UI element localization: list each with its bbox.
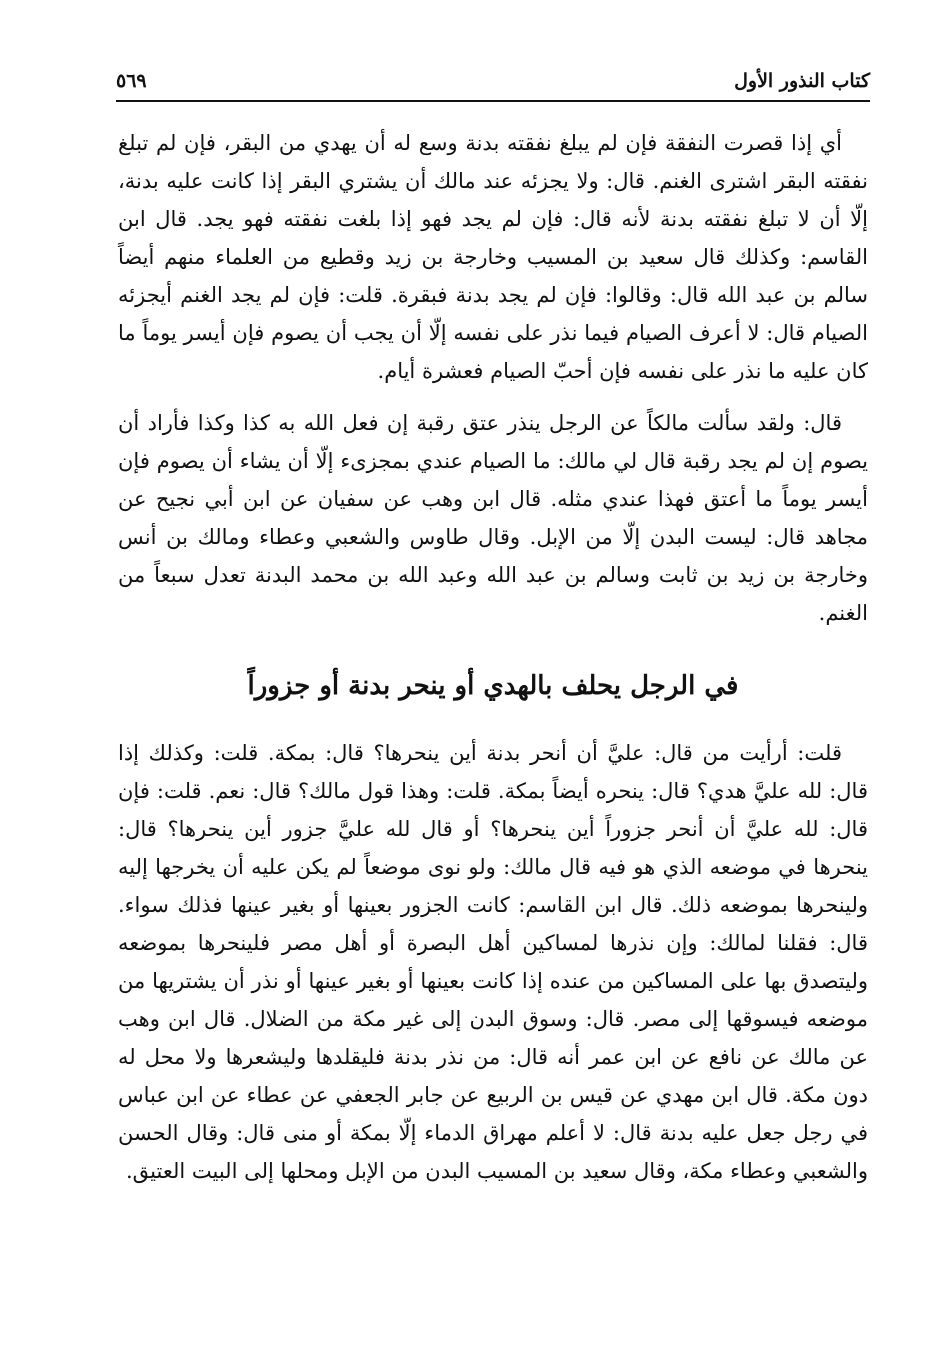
running-title: كتاب النذور الأول xyxy=(734,70,870,92)
section-heading: في الرجل يحلف بالهدي أو ينحر بدنة أو جزوراً xyxy=(247,671,739,701)
paragraph: قلت: أرأيت من قال: عليَّ أن أنحر بدنة أين ينحرها؟ قال: بمكة. قلت: وكذلك إذا قال: لله عليَّ هدي؟ قال: ينحره أيضاً بمكة. قلت: وهذا قول مالك؟ قال: نعم. قلت: فإن قال: لله عليَّ أن أنحر جزوراً أين ينحرها؟ أو قال لله عليَّ جزور أين ينحرها؟ قال: ينحرها في موضعه الذي هو فيه قال مالك: ولو نوى موضعاً لم يكن عليه أن يخرجها إليه ولينحرها بموضعه ذلك. قال ابن القاسم: كانت الجزور بعينها أو بغير عينها فذلك سواء. قال: فقلنا لمالك: وإن نذرها لمساكين أهل البصرة أو أهل مصر فلينحرها بموضعه وليتصدق بها على المساكين من عنده إذا كانت بعينها أو بغير عينها أو نذر أن يشتريها من موضعه فيسوقها إلى مصر. قال: وسوق البدن إلى غير مكة من الضلال. قال ابن وهب عن مالك عن نافع عن ابن عمر أنه قال: من نذر بدنة فليقلدها وليشعرها ولا محل له دون مكة. قال ابن مهدي عن قيس بن الربيع عن جابر الجعفي عن عطاء عن ابن عباس في رجل جعل عليه بدنة قال: لا أعلم مهراق الدماء إلّا بمكة أو منى قال: وقال الحسن والشعبي وعطاء مكة، وقال سعيد بن المسيب البدن من الإبل ومحلها إلى البيت العتيق. xyxy=(118,741,868,1183)
paragraph: أي إذا قصرت النفقة فإن لم يبلغ نفقته بدنة وسع له أن يهدي من البقر، فإن لم تبلغ نفقته البقر اشترى الغنم. قال: ولا يجزئه عند مالك أن يشتري البقر إذا كانت عليه بدنة، إلّا أن لا تبلغ نفقته بدنة لأنه قال: فإن لم يجد فهو إذا بلغت نفقته فهو يجد. قال ابن القاسم: وكذلك قال سعيد بن المسيب وخارجة بن زيد وقطيع من العلماء منهم أيضاً سالم بن عبد الله قال: وقالوا: فإن لم يجد بدنة فبقرة. قلت: فإن لم يجد الغنم أيجزئه الصيام قال: لا أعرف الصيام فيما نذر على نفسه إلّا أن يجب أن يصوم فإن أيسر يوماً ما كان عليه ما نذر على نفسه فإن أحبّ الصيام فعشرة أيام. xyxy=(118,131,868,383)
page-body xyxy=(118,124,868,1204)
header-divider xyxy=(116,100,870,102)
page-header xyxy=(116,64,870,100)
page-number: ٥٦٩ xyxy=(116,70,147,92)
paragraph: قال: ولقد سألت مالكاً عن الرجل ينذر عتق رقبة إن فعل الله به كذا وكذا فأراد أن يصوم إن لم يجد رقبة قال لي مالك: ما الصيام عندي بمجزىء إلّا أن يشاء أن يصوم فإن أيسر يوماً ما أعتق فهذا عندي مثله. قال ابن وهب عن سفيان عن ابن أبي نجيح عن مجاهد قال: ليست البدن إلّا من الإبل. وقال طاوس والشعبي وعطاء ومالك بن أنس وخارجة بن زيد بن ثابت وسالم بن عبد الله وعبد الله بن محمد البدنة تعدل سبعاً من الغنم. xyxy=(118,411,868,625)
